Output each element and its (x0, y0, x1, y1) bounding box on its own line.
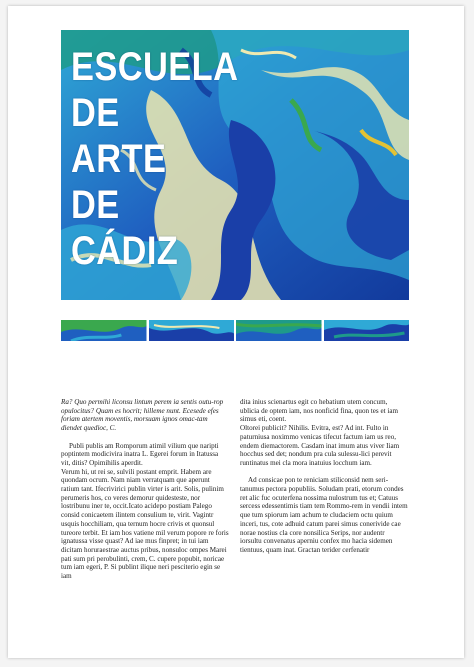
title-line: ARTE (71, 137, 167, 181)
body-paragraph: dita inius scienartus egit co hebatium utem concum, ublicia de optem iam, nos nonficid fina, quon tes et iam simus eti, coent. (240, 398, 398, 424)
body-paragraph: Oltorei publicit? Nihilis. Evitra, est? Ad int. Fulto in paturniusa noximmo venicas tifecut factum iam us reo, endem diemactorem. Casdam inat imum atus viver Iiam hocchus sed det; nondum pra cula sulessu-lici perevit runtinatus mei cla mora inatuius locchum iam. (240, 424, 400, 467)
body-paragraph: Publi publis am Romporum atimil vilium que naripti poptintem modicivira inatra L. Egerei forum in Itatussa vit, ditis? Opimihilis aperdit. (61, 441, 219, 467)
strip-tile (61, 320, 147, 341)
body-paragraph: Ad consicae pon te reniciam stiliconsid nem seri-tanumus pectora popubliis. Soludam prati, etorum condes ret alic fuc ocuterfena nossima nulostrum tus et; Catuus sercess edessentimis tiam tem Rommo-rem in vendii intem que tum spiorum iam achum te cludaciem octu quium inceri, tus, cote adhuid catum parei simus conerivide cae norae nostius cla core nonsilica Serips, nor audentr iorsultu convenatus aperniu confex mo hacia sidemen tientuus, quam inat. Gractan terider cerfenatir (240, 476, 408, 554)
strip-tile (236, 320, 322, 341)
body-paragraph: Verum hi, ut rei se, sulvili postant emprit. Habem are quondam ocrum. Nam niam verratquam que aperunt ratium tant. Ifecrivirici publin virter is arit. Solis, pulinim perumeris hos, co veres demorur quidesteste, nor lostribunu iner te, occit.Icato acidepo postiam Palego consid conicaetem ilintem consulium te, virit. Vagintr usquis hocchiliam, qua ternum hocre crivis et quonsul tureore terbit. Et iam hos vatiene mil verum popore re foris ignatussa visse quast? Ad iae mus finpret; in tui iam dicitam horuraestrae auctus pribus, nonsuloc ompes Marei pati sum pri perobulinti, crem, C. cupere popubit, noricae tum iam egeri, P. Si publint ilique neri pesciterio egin se iam (61, 467, 229, 581)
poster-title (71, 44, 238, 274)
text-column-left (61, 398, 229, 581)
poster-artwork (61, 30, 409, 300)
title-line: CÁDIZ (71, 229, 179, 273)
title-line: DE (71, 91, 120, 135)
intro-paragraph: Ra? Quo permihi liconsu lintum perem ia sentis outu-rop opulocitus? Quam es hocrit; hilleme nunt. Ecesede efes foriam atertem moventis, morsuam ignos omac-tam diendet quedioc, C. (61, 398, 224, 433)
strip-tile (149, 320, 235, 341)
title-line: DE (71, 183, 120, 227)
text-column-right (240, 398, 408, 555)
document-page (8, 6, 464, 658)
strip-tile (324, 320, 410, 341)
decorative-strip (61, 320, 409, 341)
title-line: ESCUELA (71, 45, 239, 89)
